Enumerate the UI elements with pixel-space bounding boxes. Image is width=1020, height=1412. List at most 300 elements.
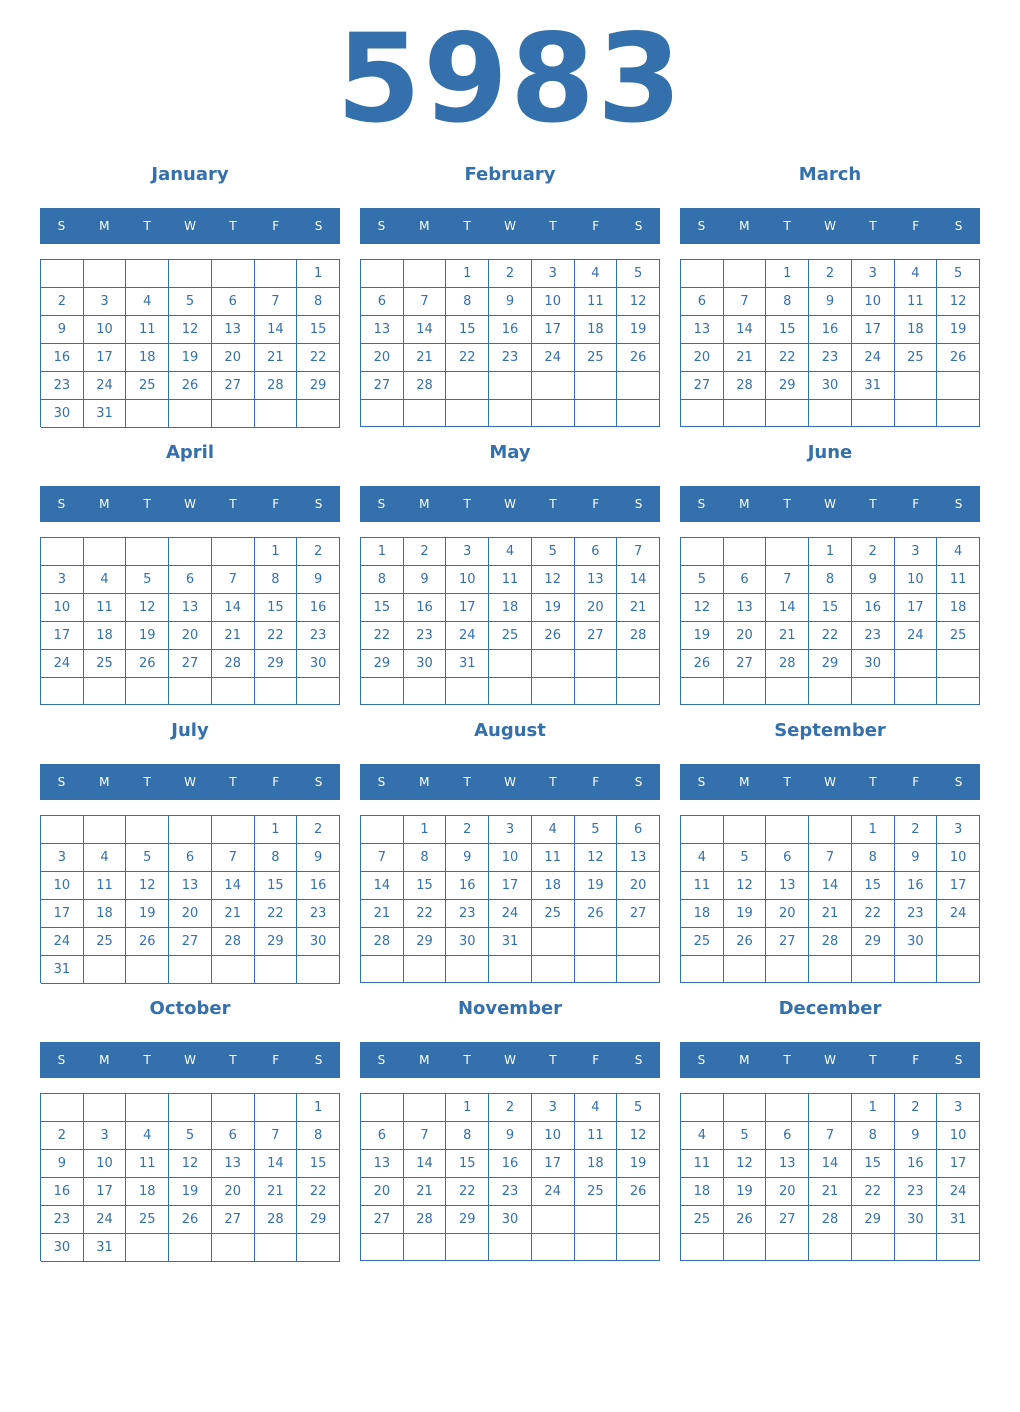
day-cell: 16 [895, 1150, 938, 1178]
weekday-label: T [463, 775, 471, 789]
empty-cell [126, 1094, 169, 1122]
day-cell: 10 [937, 844, 980, 872]
empty-cell [489, 1234, 532, 1261]
day-cell: 19 [575, 872, 618, 900]
weekday-label: T [783, 775, 791, 789]
day-cell: 8 [852, 1122, 895, 1150]
empty-cell [212, 678, 255, 705]
empty-cell [212, 1234, 255, 1262]
empty-cell [255, 678, 298, 705]
day-grid [680, 537, 980, 705]
weekday-label: M [419, 219, 430, 233]
day-cell: 16 [809, 316, 852, 344]
empty-cell [41, 538, 84, 566]
day-cell: 13 [617, 844, 660, 872]
day-cell: 4 [126, 288, 169, 316]
weekday-label: S [57, 775, 66, 789]
weekday-label: W [504, 219, 516, 233]
weekday-label: T [869, 775, 877, 789]
day-cell: 14 [404, 1150, 447, 1178]
day-cell: 4 [532, 816, 575, 844]
weekday-header [360, 1042, 660, 1078]
weekday-label: W [824, 1053, 836, 1067]
day-cell: 22 [446, 1178, 489, 1206]
day-cell: 3 [532, 260, 575, 288]
weekday-label: S [314, 775, 323, 789]
day-cell: 14 [809, 1150, 852, 1178]
weekday-label: W [504, 775, 516, 789]
day-cell: 8 [255, 566, 298, 594]
day-cell: 3 [41, 566, 84, 594]
empty-cell [617, 1234, 660, 1261]
weekday-label: M [419, 1053, 430, 1067]
day-cell: 4 [489, 538, 532, 566]
day-cell: 11 [681, 1150, 724, 1178]
day-cell: 11 [575, 288, 618, 316]
day-cell: 20 [361, 344, 404, 372]
empty-cell [446, 372, 489, 400]
empty-cell [895, 650, 938, 678]
day-cell: 4 [895, 260, 938, 288]
day-cell: 15 [255, 594, 298, 622]
day-cell: 22 [766, 344, 809, 372]
day-cell: 27 [361, 372, 404, 400]
day-cell: 2 [41, 1122, 84, 1150]
day-cell: 23 [446, 900, 489, 928]
weekday-label: T [143, 219, 151, 233]
weekday-label: M [99, 497, 110, 511]
day-cell: 5 [532, 538, 575, 566]
empty-cell [255, 956, 298, 984]
day-cell: 17 [84, 344, 127, 372]
day-cell: 24 [84, 1206, 127, 1234]
weekday-label: T [783, 1053, 791, 1067]
day-cell: 17 [84, 1178, 127, 1206]
empty-cell [852, 956, 895, 983]
weekday-label: W [504, 1053, 516, 1067]
day-cell: 6 [766, 844, 809, 872]
day-cell: 15 [297, 1150, 340, 1178]
day-cell: 10 [41, 872, 84, 900]
empty-cell [895, 956, 938, 983]
day-cell: 11 [532, 844, 575, 872]
day-cell: 1 [446, 260, 489, 288]
weekday-label: S [377, 1053, 386, 1067]
day-cell: 19 [937, 316, 980, 344]
day-cell: 14 [724, 316, 767, 344]
day-cell: 28 [617, 622, 660, 650]
weekday-label: S [57, 497, 66, 511]
empty-cell [41, 260, 84, 288]
empty-cell [809, 816, 852, 844]
weekday-header [680, 1042, 980, 1078]
day-cell: 4 [84, 844, 127, 872]
empty-cell [532, 928, 575, 956]
empty-cell [489, 650, 532, 678]
day-cell: 28 [404, 372, 447, 400]
day-cell: 18 [895, 316, 938, 344]
day-cell: 5 [169, 288, 212, 316]
day-cell: 5 [617, 260, 660, 288]
empty-cell [126, 956, 169, 984]
weekday-header [40, 1042, 340, 1078]
day-cell: 30 [895, 1206, 938, 1234]
day-cell: 21 [809, 1178, 852, 1206]
day-cell: 8 [766, 288, 809, 316]
day-cell: 16 [297, 872, 340, 900]
empty-cell [489, 400, 532, 427]
day-cell: 14 [212, 594, 255, 622]
day-cell: 17 [41, 622, 84, 650]
day-cell: 2 [489, 260, 532, 288]
day-cell: 25 [84, 650, 127, 678]
month-name: August [474, 720, 546, 741]
day-cell: 8 [297, 1122, 340, 1150]
day-cell: 3 [84, 1122, 127, 1150]
weekday-header [40, 764, 340, 800]
empty-cell [84, 678, 127, 705]
weekday-label: S [314, 497, 323, 511]
weekday-label: W [824, 497, 836, 511]
weekday-label: F [272, 775, 280, 789]
day-cell: 21 [212, 900, 255, 928]
empty-cell [681, 816, 724, 844]
empty-cell [575, 650, 618, 678]
empty-cell [532, 1206, 575, 1234]
day-grid [40, 259, 340, 427]
weekday-label: T [463, 219, 471, 233]
day-cell: 23 [41, 1206, 84, 1234]
empty-cell [937, 372, 980, 400]
empty-cell [724, 1234, 767, 1261]
day-cell: 27 [766, 1206, 809, 1234]
day-cell: 22 [255, 622, 298, 650]
weekday-label: F [912, 775, 920, 789]
weekday-label: S [697, 497, 706, 511]
day-cell: 2 [895, 816, 938, 844]
empty-cell [84, 538, 127, 566]
empty-cell [895, 400, 938, 427]
day-cell: 4 [84, 566, 127, 594]
empty-cell [895, 372, 938, 400]
empty-cell [532, 1234, 575, 1261]
day-cell: 8 [446, 1122, 489, 1150]
day-cell: 22 [255, 900, 298, 928]
empty-cell [532, 400, 575, 427]
day-cell: 7 [404, 1122, 447, 1150]
day-cell: 4 [681, 844, 724, 872]
day-cell: 29 [852, 1206, 895, 1234]
day-cell: 1 [297, 1094, 340, 1122]
empty-cell [575, 372, 618, 400]
empty-cell [404, 1234, 447, 1261]
weekday-label: T [143, 775, 151, 789]
day-cell: 25 [84, 928, 127, 956]
day-cell: 19 [724, 1178, 767, 1206]
day-cell: 7 [724, 288, 767, 316]
weekday-label: F [592, 1053, 600, 1067]
day-cell: 24 [852, 344, 895, 372]
day-cell: 20 [361, 1178, 404, 1206]
empty-cell [126, 400, 169, 428]
month-name: December [778, 998, 882, 1019]
day-cell: 15 [809, 594, 852, 622]
weekday-label: W [184, 497, 196, 511]
empty-cell [617, 650, 660, 678]
day-cell: 9 [489, 288, 532, 316]
weekday-label: F [592, 219, 600, 233]
weekday-label: T [549, 1053, 557, 1067]
year-title: 5983 [336, 8, 684, 150]
weekday-label: T [463, 497, 471, 511]
day-cell: 20 [212, 1178, 255, 1206]
day-cell: 18 [681, 900, 724, 928]
day-cell: 5 [575, 816, 618, 844]
empty-cell [489, 678, 532, 705]
day-cell: 5 [681, 566, 724, 594]
day-cell: 15 [852, 872, 895, 900]
weekday-label: W [824, 219, 836, 233]
day-cell: 17 [446, 594, 489, 622]
weekday-header [360, 486, 660, 522]
day-cell: 17 [532, 316, 575, 344]
day-cell: 11 [126, 1150, 169, 1178]
day-cell: 29 [446, 1206, 489, 1234]
day-cell: 14 [212, 872, 255, 900]
day-cell: 5 [126, 844, 169, 872]
weekday-label: M [739, 775, 750, 789]
day-cell: 12 [169, 1150, 212, 1178]
day-cell: 13 [361, 316, 404, 344]
day-cell: 30 [446, 928, 489, 956]
day-cell: 4 [681, 1122, 724, 1150]
day-cell: 12 [724, 872, 767, 900]
day-grid [680, 1093, 980, 1261]
day-cell: 27 [575, 622, 618, 650]
weekday-label: F [272, 497, 280, 511]
weekday-header [360, 764, 660, 800]
day-cell: 4 [575, 1094, 618, 1122]
weekday-label: W [184, 1053, 196, 1067]
empty-cell [297, 400, 340, 428]
empty-cell [361, 956, 404, 983]
empty-cell [361, 400, 404, 427]
empty-cell [681, 956, 724, 983]
empty-cell [724, 260, 767, 288]
empty-cell [404, 678, 447, 705]
empty-cell [489, 372, 532, 400]
day-cell: 25 [126, 1206, 169, 1234]
day-cell: 15 [361, 594, 404, 622]
day-cell: 26 [575, 900, 618, 928]
day-cell: 9 [446, 844, 489, 872]
day-cell: 31 [446, 650, 489, 678]
day-cell: 9 [41, 316, 84, 344]
day-cell: 15 [404, 872, 447, 900]
day-cell: 9 [852, 566, 895, 594]
weekday-label: S [954, 1053, 963, 1067]
weekday-label: F [912, 219, 920, 233]
day-cell: 25 [489, 622, 532, 650]
empty-cell [361, 816, 404, 844]
weekday-label: T [869, 1053, 877, 1067]
day-cell: 30 [41, 1234, 84, 1262]
empty-cell [489, 956, 532, 983]
day-grid [40, 1093, 340, 1261]
month-name: June [807, 442, 853, 463]
day-cell: 8 [446, 288, 489, 316]
day-cell: 11 [937, 566, 980, 594]
day-cell: 5 [724, 844, 767, 872]
weekday-label: F [272, 1053, 280, 1067]
day-cell: 24 [41, 928, 84, 956]
day-cell: 22 [361, 622, 404, 650]
day-cell: 10 [532, 288, 575, 316]
day-cell: 16 [895, 872, 938, 900]
day-cell: 26 [681, 650, 724, 678]
day-cell: 30 [297, 650, 340, 678]
day-cell: 8 [852, 844, 895, 872]
empty-cell [361, 260, 404, 288]
day-cell: 10 [446, 566, 489, 594]
weekday-label: F [912, 497, 920, 511]
weekday-header [680, 764, 980, 800]
day-cell: 14 [809, 872, 852, 900]
day-cell: 9 [404, 566, 447, 594]
day-cell: 7 [617, 538, 660, 566]
day-cell: 28 [809, 928, 852, 956]
weekday-label: S [377, 219, 386, 233]
day-cell: 3 [84, 288, 127, 316]
day-cell: 16 [404, 594, 447, 622]
day-cell: 27 [724, 650, 767, 678]
empty-cell [41, 816, 84, 844]
day-cell: 7 [255, 288, 298, 316]
month-name: January [151, 164, 229, 185]
empty-cell [575, 400, 618, 427]
day-cell: 5 [937, 260, 980, 288]
day-cell: 19 [126, 622, 169, 650]
empty-cell [255, 1094, 298, 1122]
day-cell: 22 [852, 1178, 895, 1206]
day-cell: 20 [212, 344, 255, 372]
empty-cell [724, 1094, 767, 1122]
empty-cell [809, 956, 852, 983]
day-cell: 11 [84, 872, 127, 900]
day-cell: 12 [617, 1122, 660, 1150]
day-cell: 12 [575, 844, 618, 872]
day-cell: 21 [809, 900, 852, 928]
day-cell: 14 [255, 1150, 298, 1178]
day-cell: 15 [446, 1150, 489, 1178]
weekday-label: W [184, 775, 196, 789]
empty-cell [532, 956, 575, 983]
day-cell: 23 [297, 900, 340, 928]
day-cell: 2 [852, 538, 895, 566]
empty-cell [84, 1094, 127, 1122]
day-cell: 9 [41, 1150, 84, 1178]
day-cell: 25 [126, 372, 169, 400]
day-cell: 26 [169, 372, 212, 400]
day-cell: 11 [895, 288, 938, 316]
day-cell: 15 [852, 1150, 895, 1178]
empty-cell [169, 538, 212, 566]
day-cell: 24 [532, 344, 575, 372]
day-cell: 29 [809, 650, 852, 678]
empty-cell [169, 816, 212, 844]
weekday-label: S [954, 219, 963, 233]
empty-cell [766, 400, 809, 427]
weekday-label: T [549, 497, 557, 511]
day-cell: 18 [126, 1178, 169, 1206]
day-cell: 12 [126, 872, 169, 900]
empty-cell [852, 1234, 895, 1261]
empty-cell [169, 400, 212, 428]
day-cell: 13 [724, 594, 767, 622]
day-cell: 21 [255, 1178, 298, 1206]
day-cell: 22 [297, 1178, 340, 1206]
empty-cell [255, 400, 298, 428]
day-cell: 29 [297, 1206, 340, 1234]
day-cell: 10 [895, 566, 938, 594]
empty-cell [126, 678, 169, 705]
day-cell: 13 [681, 316, 724, 344]
empty-cell [937, 1234, 980, 1261]
empty-cell [724, 400, 767, 427]
day-cell: 31 [937, 1206, 980, 1234]
day-cell: 30 [895, 928, 938, 956]
day-cell: 24 [41, 650, 84, 678]
day-cell: 22 [297, 344, 340, 372]
day-cell: 11 [489, 566, 532, 594]
day-cell: 18 [575, 316, 618, 344]
empty-cell [724, 538, 767, 566]
empty-cell [297, 678, 340, 705]
weekday-label: S [634, 775, 643, 789]
day-cell: 3 [41, 844, 84, 872]
day-cell: 7 [212, 844, 255, 872]
day-cell: 21 [212, 622, 255, 650]
weekday-label: F [912, 1053, 920, 1067]
day-cell: 8 [255, 844, 298, 872]
day-cell: 21 [361, 900, 404, 928]
day-cell: 1 [255, 816, 298, 844]
day-cell: 19 [617, 1150, 660, 1178]
day-cell: 8 [809, 566, 852, 594]
empty-cell [297, 956, 340, 984]
day-cell: 28 [724, 372, 767, 400]
empty-cell [126, 538, 169, 566]
day-cell: 14 [361, 872, 404, 900]
weekday-label: M [99, 775, 110, 789]
day-cell: 3 [532, 1094, 575, 1122]
day-cell: 19 [169, 344, 212, 372]
day-cell: 18 [489, 594, 532, 622]
empty-cell [212, 400, 255, 428]
day-cell: 23 [41, 372, 84, 400]
day-cell: 27 [617, 900, 660, 928]
weekday-label: S [314, 219, 323, 233]
month-name: May [489, 442, 531, 463]
day-cell: 9 [489, 1122, 532, 1150]
day-cell: 12 [937, 288, 980, 316]
day-cell: 16 [297, 594, 340, 622]
empty-cell [937, 928, 980, 956]
day-cell: 9 [809, 288, 852, 316]
empty-cell [404, 400, 447, 427]
day-cell: 18 [126, 344, 169, 372]
day-cell: 25 [532, 900, 575, 928]
